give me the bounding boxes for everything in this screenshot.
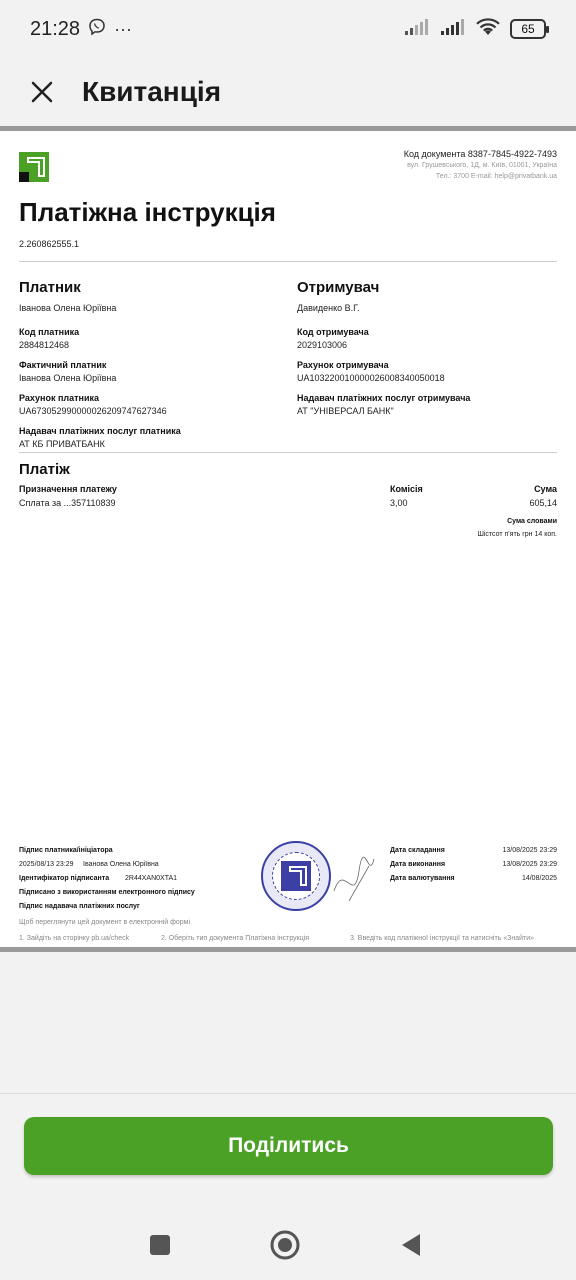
square-icon	[148, 1233, 172, 1257]
check-step-2: 2. Оберіть тип документа Платіжна інструкція	[161, 935, 310, 942]
close-button[interactable]	[26, 76, 58, 108]
divider	[19, 452, 557, 453]
purpose-value: Сплата за ...357110839	[19, 498, 116, 508]
payer-code-label: Код платника	[19, 327, 80, 337]
sum-value: 605,14	[529, 498, 557, 508]
payer-heading: Платник	[19, 279, 81, 296]
recipient-code-label: Код отримувача	[297, 327, 369, 337]
system-nav-bar	[0, 1210, 576, 1280]
sum-words: Шістсот п'ять грн 14 коп.	[477, 531, 557, 538]
recent-apps-button[interactable]	[145, 1230, 175, 1260]
page-title: Квитанція	[82, 76, 222, 107]
document-title: Платіжна інструкція	[19, 197, 276, 227]
back-button[interactable]	[396, 1230, 426, 1260]
recipient-code: 2029103006	[297, 340, 348, 350]
payment-heading: Платіж	[19, 461, 70, 478]
divider	[19, 261, 557, 262]
purpose-label: Призначення платежу	[19, 484, 117, 494]
payer-provider: АТ КБ ПРИВАТБАНК	[19, 439, 105, 449]
initiator-label: Підпис платника/ініціатора	[19, 847, 113, 854]
view-note: Щоб переглянути цей документ в електронній формі	[19, 919, 191, 926]
signer-name: Іванова Олена Юріївна	[83, 861, 159, 868]
share-button[interactable]: Поділитись	[24, 1117, 553, 1175]
payer-section	[19, 279, 279, 449]
bank-contacts: Тел.: 3700 E-mail: help@privatbank.ua	[435, 173, 557, 180]
document-number: 2.260862555.1	[19, 239, 80, 249]
signed-at: 2025/08/13 23:29	[19, 861, 74, 868]
date-created: 13/08/2025 23:29	[502, 847, 557, 854]
recipient-section	[297, 279, 557, 416]
more-dots-icon: ···	[114, 18, 133, 39]
close-icon	[30, 80, 54, 104]
stamp-logo-icon	[281, 861, 311, 891]
value-date: 14/08/2025	[521, 875, 557, 882]
bank-stamp-icon	[261, 841, 331, 911]
signer-id-label: Ідентифікатор підписанта	[19, 875, 110, 882]
commission-label: Комісія	[390, 484, 423, 494]
commission-value: 3,00	[390, 498, 408, 508]
back-triangle-icon	[398, 1232, 424, 1258]
value-date-label: Дата валютування	[390, 875, 455, 882]
signal-icon-2	[440, 18, 466, 41]
date-executed-label: Дата виконання	[390, 861, 446, 868]
home-circle-icon	[270, 1230, 300, 1260]
date-created-label: Дата складання	[390, 847, 445, 854]
payer-code: 2884812468	[19, 340, 70, 350]
recipient-provider-label: Надавач платіжних послуг отримувача	[297, 393, 471, 403]
bank-address: вул. Грушевського, 1Д, м. Київ, 01001, Україна	[407, 162, 557, 169]
document-code: Код документа 8387-7845-4922-7493	[403, 149, 557, 159]
status-time: 21:28	[30, 17, 81, 40]
sum-label: Сума	[534, 484, 557, 494]
battery-icon: 65	[510, 19, 546, 39]
payer-name: Іванова Олена Юріївна	[19, 303, 117, 313]
signature-scribble-icon	[329, 851, 379, 911]
status-bar	[0, 0, 576, 58]
privatbank-logo-icon	[19, 152, 49, 182]
check-step-3: 3. Введіть код платіжної інструкції та натисніть «Знайти»	[350, 935, 535, 942]
divider	[0, 1093, 576, 1094]
recipient-account: UA103220010000026008340050018	[297, 373, 445, 383]
receipt-document	[0, 126, 576, 952]
wifi-icon	[476, 18, 500, 41]
payer-provider-label: Надавач платіжних послуг платника	[19, 426, 181, 436]
payer-account-label: Рахунок платника	[19, 393, 99, 403]
actual-payer-label: Фактичний платник	[19, 360, 107, 370]
payer-account: UA673052990000026209747627346	[19, 406, 167, 416]
home-button[interactable]	[270, 1230, 300, 1260]
e-sign-note: Підписано з використанням електронного підпису	[19, 889, 195, 896]
provider-sign-label: Підпис надавача платіжних послуг	[19, 903, 140, 910]
recipient-account-label: Рахунок отримувача	[297, 360, 389, 370]
signal-icon	[404, 18, 430, 41]
recipient-name: Давиденко В.Г.	[297, 303, 360, 313]
date-executed: 13/08/2025 23:29	[502, 861, 557, 868]
signer-id: 2R44XAN0XTA1	[125, 875, 178, 882]
viber-icon	[88, 18, 106, 41]
app-bar	[0, 58, 576, 126]
recipient-provider: АТ "УНІВЕРСАЛ БАНК"	[297, 406, 394, 416]
sum-words-label: Сума словами	[507, 518, 557, 525]
check-step-1: 1. Зайдіть на сторінку pb.ua/check	[19, 935, 130, 942]
recipient-heading: Отримувач	[297, 279, 380, 296]
actual-payer: Іванова Олена Юріївна	[19, 373, 117, 383]
